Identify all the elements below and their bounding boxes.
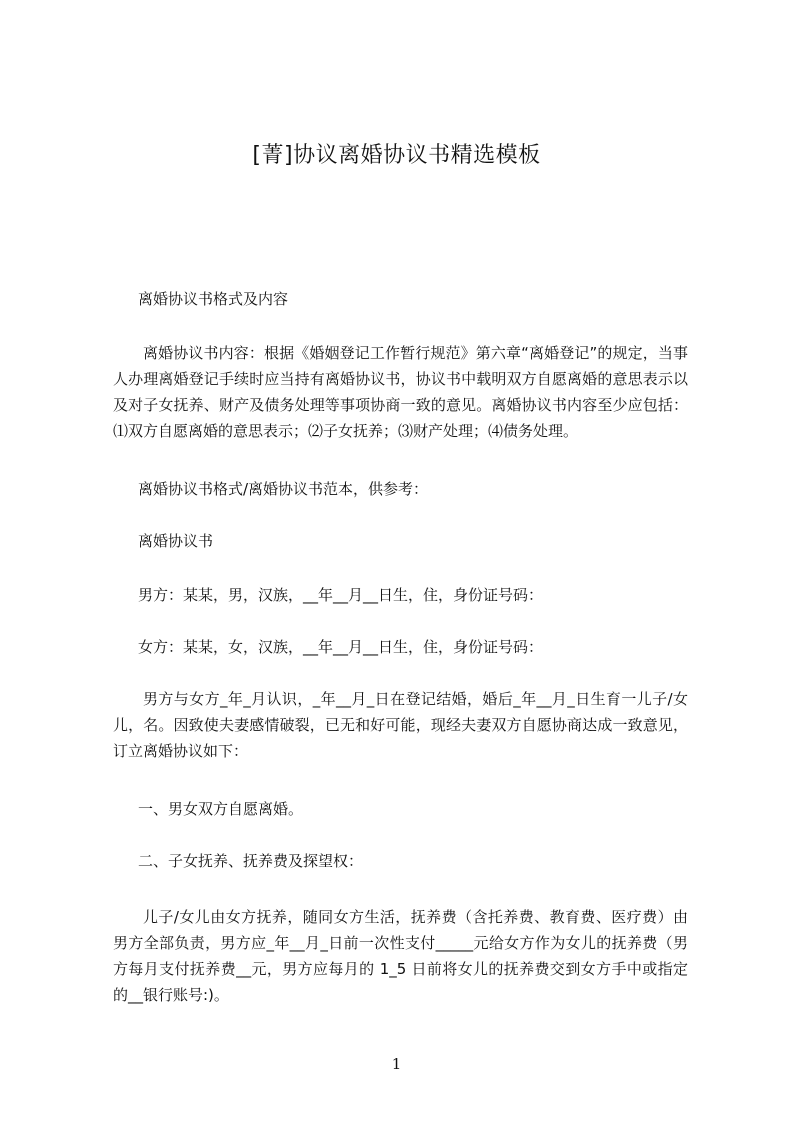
paragraph-clause-one: 一、男女双方自愿离婚。: [138, 800, 304, 818]
paragraph-clause-two: 二、子女抚养、抚养费及探望权：: [138, 852, 364, 870]
page-number: 1: [391, 1055, 402, 1073]
paragraph-female-party: 女方：某某，女，汉族，__年__月__日生，住，身份证号码：: [138, 638, 544, 656]
paragraph-format-reference: 离婚协议书格式/离婚协议书范本，供参考：: [138, 480, 429, 498]
paragraph-agreement-title: 离婚协议书: [138, 532, 214, 550]
paragraph-intro: 离婚协议书内容：根据《婚姻登记工作暂行规范》第六章“离婚登记”的规定，当事人办理离婚登记手续时应当持有离婚协议书，协议书中载明双方自愿离婚的意思表示以及对子女抚养、财产及债务处理等事项协商一致的意见。离婚协议书内容至少应包括：⑴双方自愿离婚的意思表示；⑵子女抚养；⑶财产处理；⑷债务处理。: [113, 344, 688, 440]
paragraph-section-heading: 离婚协议书格式及内容: [138, 290, 289, 308]
paragraph-marriage-background: 男方与女方_年_月认识，_年__月_日在登记结婚，婚后_年__月_日生育一儿子/女儿，名。因致使夫妻感情破裂，已无和好可能，现经夫妻双方自愿协商达成一致意见，订立离婚协议如下：: [113, 690, 688, 760]
paragraph-child-support: 儿子/女儿由女方抚养，随同女方生活，抚养费（含托养费、教育费、医疗费）由男方全部负责，男方应_年__月_日前一次性支付_____元给女方作为女儿的抚养费（男方每月支付抚养费__元，男方应每月的 1_5 日前将女儿的抚养费交到女方手中或指定的__银行账号:)。: [113, 908, 688, 1004]
document-title: [菁]协议离婚协议书精选模板: [252, 143, 541, 168]
paragraph-male-party: 男方：某某，男，汉族，__年__月__日生，住，身份证号码：: [138, 586, 544, 604]
